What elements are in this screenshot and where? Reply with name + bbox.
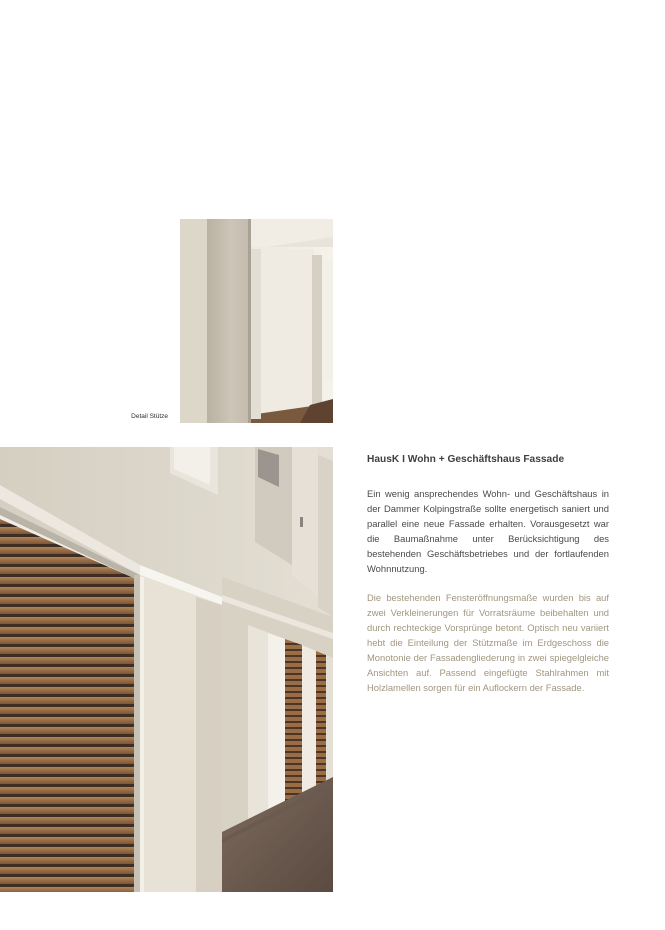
article-paragraph-2: Die bestehenden Fensteröffnungsmaße wurden bis auf zwei Verkleinerungen für Vorratsräume beibehalten und durch rechteckige Vorsprünge betont. Optisch neu variiert hebt die Einteilung der Stützmaße im Erdgeschoss die Monotonie der Fassadengliederung in zwei spiegelgleiche Ansichten auf. Passend eingefügte Stahlrahmen mit Holzlamellen sorgen für ein Auflockern der Fassade.: [367, 591, 609, 694]
article: [367, 452, 609, 708]
article-paragraph-1: Ein wenig ansprechendes Wohn- und Geschäftshaus in der Dammer Kolpingstraße sollte energetisch saniert und parallel eine neue Fassade erhalten. Vorausgesetzt war die Baumaßnahme unter Berücksichtigung des bestehenden Geschäftsbetriebes und der fortlaufenden Wohnnutzung.: [367, 488, 609, 575]
detail-caption: Detail Stütze: [131, 413, 168, 420]
article-title: HausK I Wohn + Geschäftshaus Fassade: [367, 454, 565, 465]
detail-column-photo: [180, 219, 333, 423]
facade-photo: [0, 447, 333, 892]
